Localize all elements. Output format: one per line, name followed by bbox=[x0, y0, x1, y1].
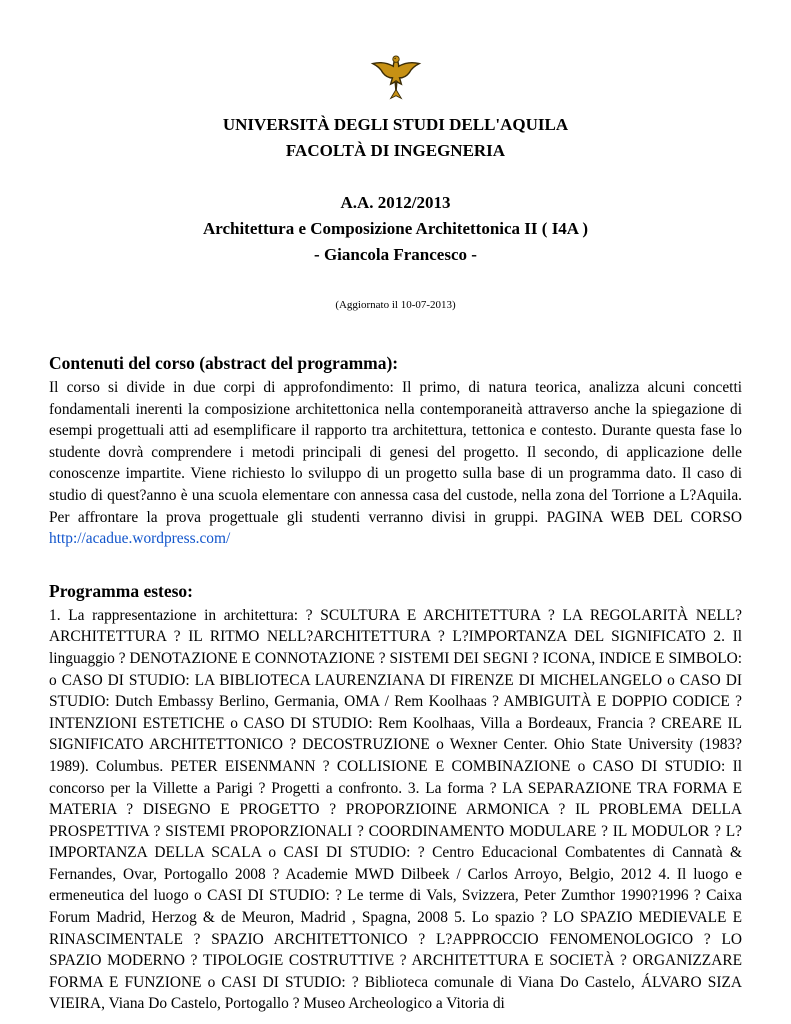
academic-year: A.A. 2012/2013 bbox=[340, 193, 451, 212]
abstract-section-body bbox=[49, 377, 742, 550]
eagle-crest-icon bbox=[369, 89, 423, 106]
abstract-text: Il corso si divide in due corpi di approfondimento: Il primo, di natura teorica, analizza alcuni concetti fondamentali inerenti la composizione architettonica nella contemporaneità attraverso anche la spiegazione di esempi progettuali atti ad esemplificare il rapporto tra architettura, tettonica e contesto. Durante questa fase lo studente dovrà comprendere i metodi principali di genesi del progetto. Il secondo, di applicazione delle conoscenze impartite. Viene richiesto lo sviluppo di un progetto sulla base di un programma dato. Il caso di studio di quest?anno è una scuola elementare con annessa casa del custode, nella zona del Torrione a L?Aquila. Per affrontare la prova progettuale gli studenti verranno divisi in gruppi. PAGINA WEB DEL CORSO bbox=[49, 379, 742, 526]
university-crest bbox=[369, 52, 423, 102]
programma-section-body: 1. La rappresentazione in architettura: ? SCULTURA E ARCHITETTURA ? LA REGOLARITÀ NELL?ARCHITETTURA ? IL RITMO NELL?ARCHITETTURA ? L?IMPORTANZA DEL SIGNIFICATO 2. Il linguaggio ? DENOTAZIONE E CONNOTAZIONE ? SISTEMI DEI SEGNI ? ICONA, INDICE E SIMBOLO: o CASO DI STUDIO: LA BIBLIOTECA LAURENZIANA DI FIRENZE DI MICHELANGELO o CASO DI STUDIO: Dutch Embassy Berlino, Germania, OMA / Rem Koolhaas ? AMBIGUITÀ E DOPPIO CODICE ? INTENZIONI ESTETICHE o CASO DI STUDIO: Rem Koolhaas, Villa a Bordeaux, Francia ? CREARE IL SIGNIFICATO ARCHITETTONICO ? DECOSTRUZIONE o Wexner Center. Ohio State University (1983?1989). Columbus. PETER EISENMANN ? COLLISIONE E COMBINAZIONE o CASO DI STUDIO: Il concorso per la Villette a Parigi ? Progetti a confronto. 3. La forma ? LA SEPARAZIONE TRA FORMA E MATERIA ? DISEGNO E PROGETTO ? PROPORZIOINE ARMONICA ? IL PROBLEMA DELLA PROSPETTIVA ? SISTEMI PROPORZIONALI ? COORDINAMENTO MODULARE ? IL MODULOR ? L?IMPORTANZA DELLA SCALA o CASI DI STUDIO: ? Centro Educacional Combatentes di Cannatà & Fernandes, Ovar, Portogallo 2008 ? Academie MWD Dilbeek / Carlos Arroyo, Belgio, 2012 4. Il luogo e ermeneutica del luogo o CASI DI STUDIO: ? Le terme di Vals, Svizzera, Peter Zumthor 1990?1996 ? Caixa Forum Madrid, Herzog & de Meuron, Madrid , Spagna, 2008 5. Lo spazio ? LO SPAZIO MEDIEVALE E RINASCIMENTALE ? SPAZIO ARCHITETTONICO ? L?APPROCCIO FENOMENOLOGICO ? LO SPAZIO MODERNO ? TIPOLOGIE COSTRUTTIVE ? ARCHITETTURA E SOCIETÀ ? ORGANIZZARE FORMA E FUNZIONE o CASI DI STUDIO: ? Biblioteca comunale di Viana Do Castelo, ÁLVARO SIZA VIEIRA, Viana Do Castelo, Portogallo ? Museo Archeologico a Vitoria di bbox=[49, 606, 742, 1013]
course-website-link[interactable]: http://acadue.wordpress.com/ bbox=[49, 530, 231, 548]
university-name: UNIVERSITÀ DEGLI STUDI DELL'AQUILA bbox=[222, 115, 569, 134]
abstract-section-heading: Contenuti del corso (abstract del programma): bbox=[49, 353, 399, 373]
professor-name: - Giancola Francesco - bbox=[314, 245, 477, 264]
course-header bbox=[49, 190, 742, 268]
programma-section-heading: Programma esteso: bbox=[49, 580, 193, 601]
updated-note: (Aggiornato il 10-07-2013) bbox=[335, 299, 456, 311]
faculty-name: FACOLTÀ DI INGEGNERIA bbox=[285, 141, 506, 160]
document-header bbox=[49, 52, 742, 312]
course-title: Architettura e Composizione Architettonica II ( I4A ) bbox=[202, 219, 589, 238]
